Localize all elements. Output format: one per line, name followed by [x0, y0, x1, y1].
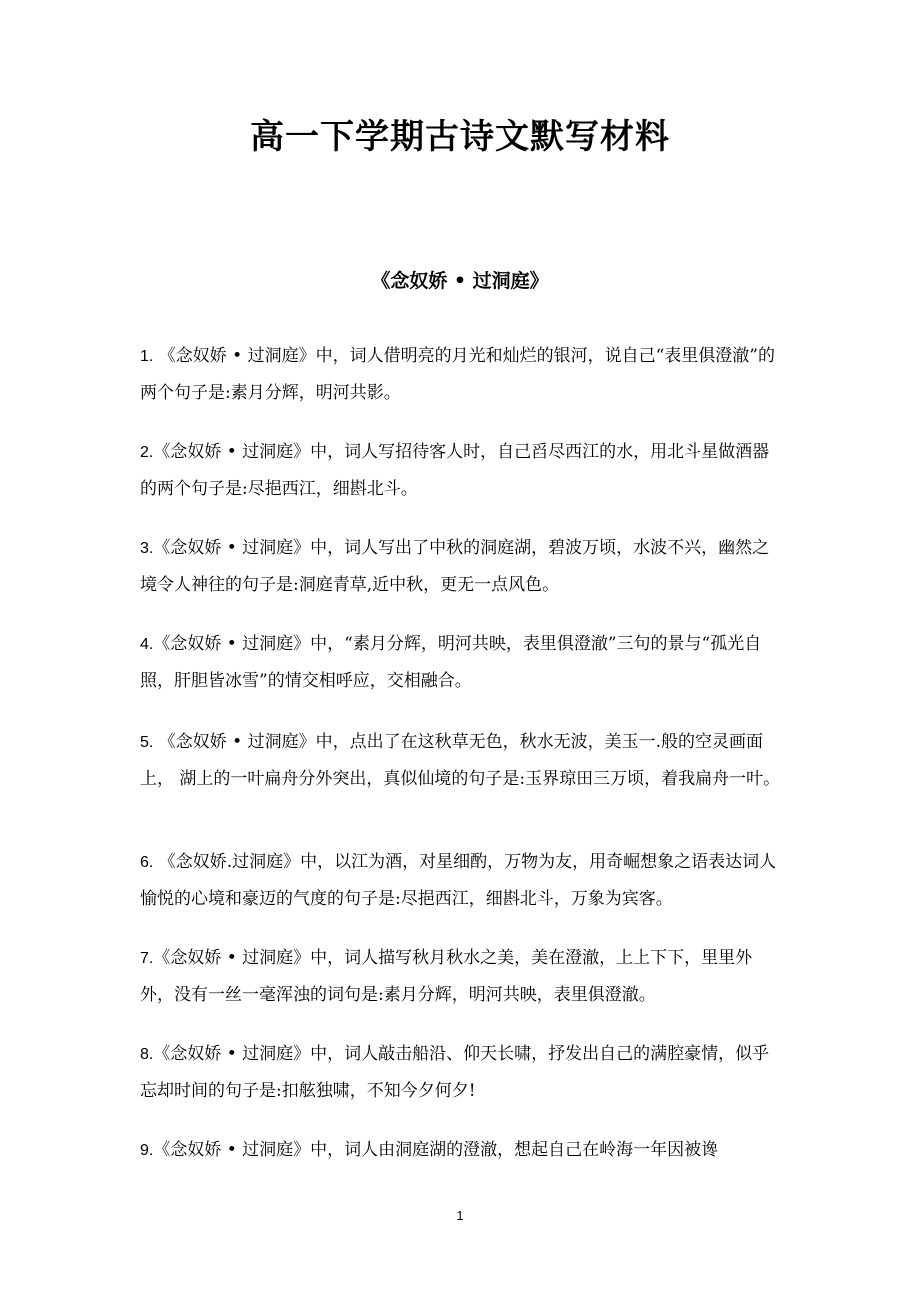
item-text: 《念奴娇 • 过洞庭》中，词人敲击船沿、仰天长啸，抒发出自己的满腔豪情，似乎忘却时间的句子是:扣舷独啸，不知今夕何夕!	[140, 1044, 770, 1101]
list-item	[140, 940, 785, 1013]
page-number: 1	[456, 1208, 464, 1223]
item-number: 8.	[140, 1046, 154, 1063]
list-item	[140, 1036, 785, 1109]
item-text: 《念奴娇 • 过洞庭》中，词人借明亮的月光和灿烂的银河，说自己“表里俱澄澈”的两个句子是:素月分辉，明河共影。	[140, 346, 775, 403]
item-number: 4.	[140, 636, 154, 653]
item-number: 3.	[140, 540, 154, 557]
list-item	[140, 434, 785, 507]
page-title: 高一下学期古诗文默写材料	[250, 117, 670, 157]
item-number: 5.	[140, 734, 154, 751]
item-number: 6.	[140, 854, 154, 871]
item-text: 《念奴娇 • 过洞庭》中，词人写出了中秋的洞庭湖，碧波万顷，水波不兴，幽然之境令人神往的句子是:洞庭青草,近中秋，更无一点风色。	[140, 538, 770, 595]
list-item	[140, 338, 785, 411]
item-text: 《念奴娇 • 过洞庭》中，词人描写秋月秋水之美，美在澄澈，上上下下，里里外外，没有一丝一毫浑浊的词句是:素月分辉，明河共映，表里俱澄澈。	[140, 948, 753, 1005]
list-item	[140, 844, 785, 917]
item-number: 1.	[140, 348, 154, 365]
item-text: 《念奴娇 • 过洞庭》中，点出了在这秋草无色，秋水无波，美玉一.般的空灵画面上， 湖上的一叶扁舟分外突出，真似仙境的句子是:玉界琼田三万顷，着我扁舟一叶。	[140, 732, 781, 789]
item-text: 《念奴娇 • 过洞庭》中，“素月分辉，明河共映，表里俱澄澈”三句的景与“孤光自照，肝胆皆冰雪”的情交相呼应，交相融合。	[140, 634, 762, 691]
item-text: 《念奴娇.过洞庭》中，以江为酒，对星细酌，万物为友，用奇崛想象之语表达词人愉悦的心境和豪迈的气度的句子是:尽挹西江，细斟北斗，万象为宾客。	[140, 852, 777, 909]
item-number: 7.	[140, 950, 154, 967]
item-text: 《念奴娇 • 过洞庭》中，词人写招待客人时，自己舀尽西江的水，用北斗星做酒器的两个句子是:尽挹西江，细斟北斗。	[140, 442, 770, 499]
section-heading: 《念奴娇 • 过洞庭》	[371, 270, 549, 292]
list-item	[140, 626, 785, 699]
item-text: 《念奴娇 • 过洞庭》中，词人由洞庭湖的澄澈，想起自己在岭海一年因被谗	[153, 1140, 719, 1160]
list-item	[140, 530, 785, 603]
list-item	[140, 724, 785, 797]
list-item	[140, 1132, 785, 1169]
item-number: 9.	[140, 1142, 154, 1159]
item-number: 2.	[140, 444, 154, 461]
